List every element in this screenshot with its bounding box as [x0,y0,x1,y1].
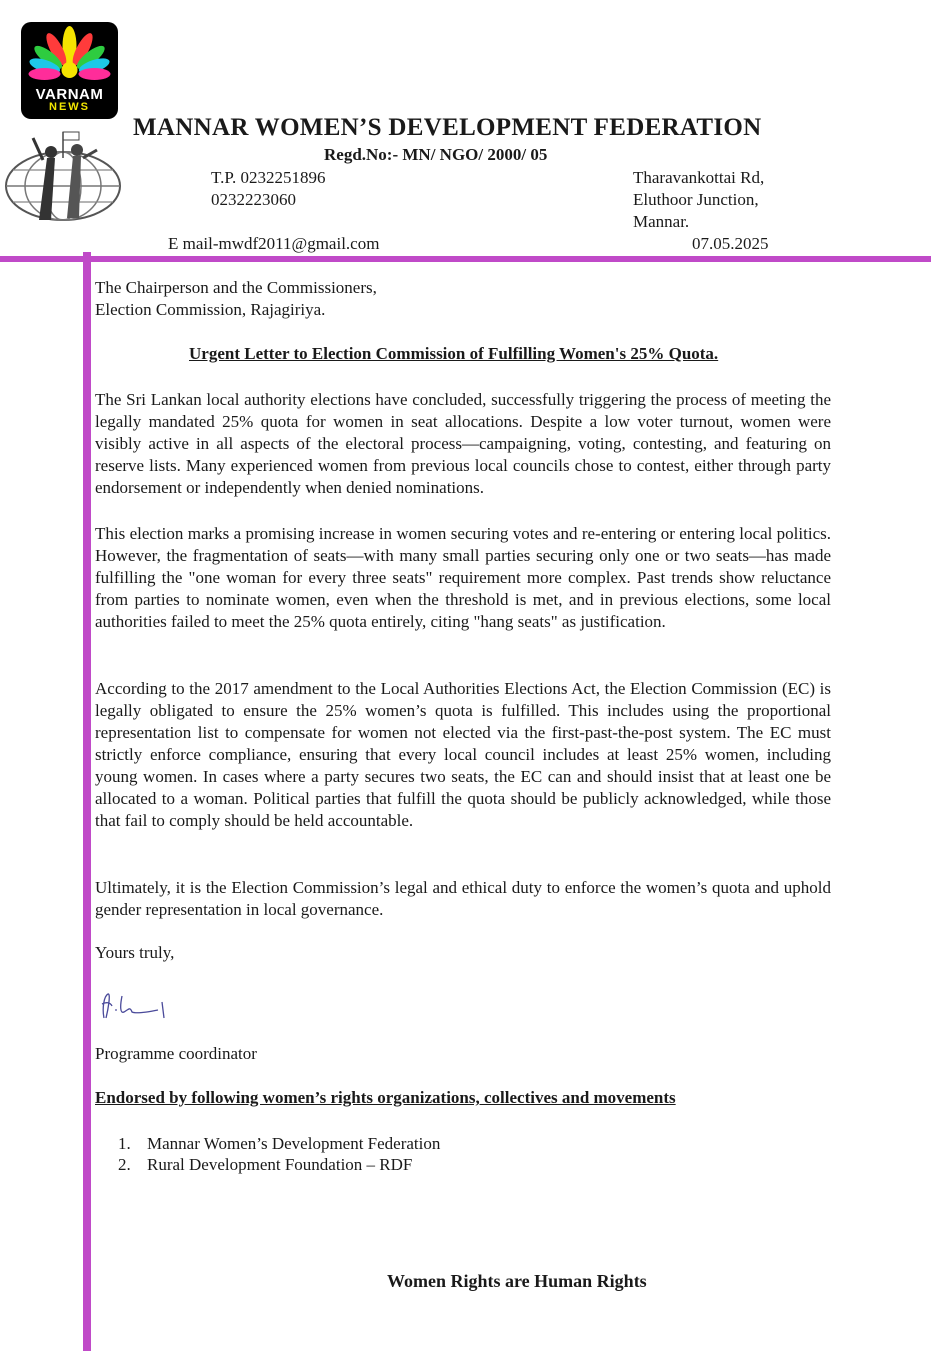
letter-subject: Urgent Letter to Election Commission of Fulfilling Women's 25% Quota. [189,344,719,363]
signatory-title: Programme coordinator [95,1044,257,1063]
paragraph-3: According to the 2017 amendment to the Local Authorities Elections Act, the Election Commission (EC) is legally obligated to ensure the 25% women’s quota is fulfilled. This includes using the proportional representation list to compensate for women not elected via the first-past-the-post system. The EC must strictly enforce compliance, ensuring that every local council includes at least 25% women, including young women. In cases where a party secures two seats, the EC can and should insist that at least one be allocated to a woman. Political parties that fulfill the quota should be publicly acknowledged, while those that fail to comply should be held accountable. [95,679,831,830]
recipient-line-2: Election Commission, Rajagiriya. [95,300,326,319]
margin-line [83,252,91,1351]
endorser-number: 1. [118,1134,131,1153]
footer-slogan: Women Rights are Human Rights [387,1271,647,1291]
phone-1: T.P. 0232251896 [211,168,326,187]
recipient-line-1: The Chairperson and the Commissioners, [95,278,377,297]
paragraph-4: Ultimately, it is the Election Commission’s legal and ethical duty to enforce the women’s quota and uphold gender representation in local governance. [95,878,831,919]
phone-2: 0232223060 [211,190,296,209]
endorser-number: 2. [118,1155,131,1174]
address-line-2: Eluthoor Junction, [633,190,759,209]
varnam-news-logo [21,22,118,119]
paragraph-2: This election marks a promising increase in women securing votes and re-entering or entering local politics. However, the fragmentation of seats—with many small parties securing only one or two seats—has made fulfilling the "one woman for every three seats" requirement more complex. Past trends show reluctance from parties to nominate women, even when the threshold is met, and in previous elections, some local authorities failed to meet the 25% quota entirely, citing "hang seats" as justification. [95,524,831,631]
endorsement-heading: Endorsed by following women’s rights organizations, collectives and movements [95,1088,676,1107]
signature [96,988,176,1024]
email: E mail-mwdf2011@gmail.com [168,234,380,253]
org-name: MANNAR WOMEN’S DEVELOPMENT FEDERATION [133,114,762,141]
letter-date: 07.05.2025 [692,234,769,253]
address-line-1: Tharavankottai Rd, [633,168,765,187]
endorser-item [118,1134,440,1154]
address-line-3: Mannar. [633,212,690,231]
federation-emblem-icon [3,128,123,228]
brand-name: VARNAM [35,86,104,103]
sunburst-icon [21,22,118,86]
endorser-name: Rural Development Foundation – RDF [147,1155,413,1174]
header-divider [0,256,931,262]
registration-number: Regd.No:- MN/ NGO/ 2000/ 05 [324,145,548,164]
closing: Yours truly, [95,943,175,962]
endorser-item [118,1155,412,1175]
endorser-name: Mannar Women’s Development Federation [147,1134,441,1153]
paragraph-1: The Sri Lankan local authority elections have concluded, successfully triggering the process of meeting the legally mandated 25% quota for women in seat allocations. Despite a low voter turnout, women were visibly active in all aspects of the electoral process—campaigning, voting, contesting, and featuring on reserve lists. Many experienced women from previous local councils chose to contest, either through party endorsement or independently when denied nominations. [95,390,831,497]
brand-sub: NEWS [49,101,90,113]
